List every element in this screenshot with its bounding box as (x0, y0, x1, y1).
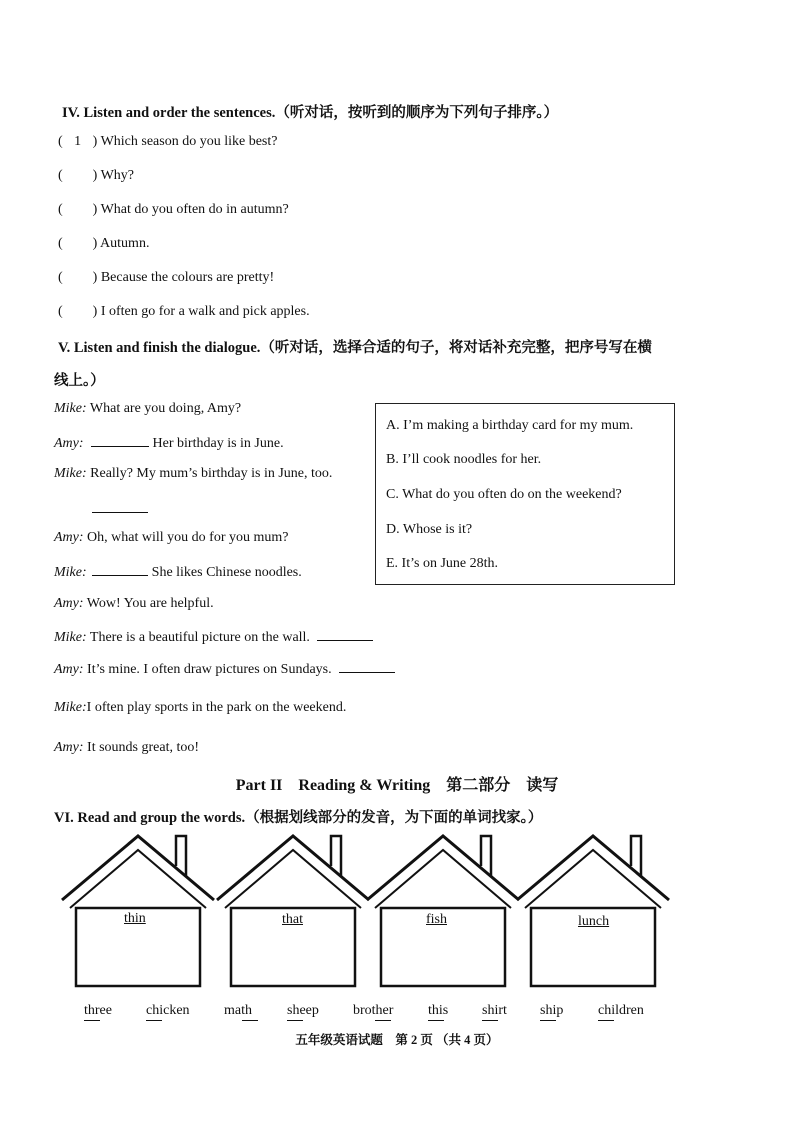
order-row-5 (58, 270, 274, 286)
dialogue-line-7 (54, 628, 373, 646)
part-2-title: Part II Reading & Writing 第二部分 读写 (235, 777, 559, 794)
dialogue-text: It’s mine. I often draw pictures on Sundays. (83, 662, 332, 677)
word-item: math (224, 1003, 252, 1018)
paren-open: ( (58, 270, 63, 285)
speaker: Amy: (54, 740, 84, 755)
underline-mark (428, 1020, 444, 1021)
underline-mark (482, 1020, 498, 1021)
paren-open: ( (58, 134, 63, 149)
order-sentence: ) Which season do you like best? (92, 134, 278, 149)
word-item: ship (540, 1003, 564, 1018)
answer-blank[interactable] (317, 628, 373, 641)
order-sentence: ) Autumn. (92, 236, 150, 251)
underline-mark (84, 1020, 100, 1021)
order-row-4 (58, 236, 149, 252)
house-word-1: thin (124, 911, 146, 926)
word-item: sheep (287, 1003, 319, 1018)
order-sentence: ) Why? (92, 168, 135, 183)
speaker: Mike: (54, 565, 87, 580)
word-item: this (428, 1003, 449, 1018)
speaker: Mike: (54, 700, 87, 715)
dialogue-line-4 (54, 530, 288, 546)
answer-blank[interactable] (92, 500, 148, 513)
answer-blank[interactable] (91, 434, 149, 447)
dialogue-text: Wow! You are helpful. (83, 596, 214, 611)
option-c: C. What do you often do on the weekend? (386, 487, 622, 502)
house-word-3: fish (426, 912, 447, 927)
order-row-1 (58, 134, 277, 150)
section-5-title: V. Listen and finish the dialogue.（听对话，选择合适的句子，将对话补充完整，把序号写在横 (58, 340, 652, 356)
dialogue-line-9 (54, 700, 346, 716)
word-item: shirt (482, 1003, 507, 1018)
underline-mark (598, 1020, 614, 1021)
dialogue-text: Really? My mum’s birthday is in June, too. (86, 466, 333, 481)
order-sentence: ) What do you often do in autumn? (92, 202, 289, 217)
dialogue-text: There is a beautiful picture on the wall. (86, 630, 310, 645)
answer-blank[interactable] (92, 563, 148, 576)
order-number[interactable]: 1 (74, 134, 82, 149)
section-4-title: IV. Listen and order the sentences.（听对话，按听到的顺序为下列句子排序。） (62, 105, 559, 121)
section-5-title-cont: 线上。） (54, 373, 105, 389)
dialogue-text: It sounds great, too! (83, 740, 200, 755)
option-e: E. It’s on June 28th. (386, 556, 498, 571)
underline-mark (146, 1020, 162, 1021)
page-footer: 五年级英语试题 第 2 页 （共 4 页） (295, 1033, 499, 1047)
speaker: Amy: (54, 436, 84, 451)
word-item: children (598, 1003, 644, 1018)
order-sentence: ) Because the colours are pretty! (92, 270, 275, 285)
speaker: Amy: (54, 530, 84, 545)
speaker: Amy: (54, 596, 84, 611)
house-word-2: that (282, 912, 303, 927)
word-item: chicken (146, 1003, 190, 1018)
underline-mark (242, 1020, 258, 1021)
dialogue-text: She likes Chinese noodles. (148, 565, 302, 580)
dialogue-line-1 (54, 401, 241, 417)
paren-open: ( (58, 202, 63, 217)
paren-open: ( (58, 236, 63, 251)
dialogue-line-6 (54, 596, 214, 612)
speaker: Amy: (54, 662, 84, 677)
house-icon (515, 832, 675, 992)
word-item: brother (353, 1003, 394, 1018)
dialogue-line-8 (54, 660, 395, 678)
dialogue-text: Her birthday is in June. (149, 436, 284, 451)
order-row-2 (58, 168, 134, 184)
speaker: Mike: (54, 630, 87, 645)
dialogue-text: What are you doing, Amy? (86, 401, 242, 416)
dialogue-line-2 (54, 434, 284, 452)
order-row-6 (58, 304, 310, 320)
underline-mark (287, 1020, 303, 1021)
options-box (375, 403, 675, 585)
option-d: D. Whose is it? (386, 522, 473, 537)
answer-blank[interactable] (339, 660, 395, 673)
speaker: Mike: (54, 401, 87, 416)
order-row-3 (58, 202, 289, 218)
dialogue-text: I often play sports in the park on the weekend. (86, 700, 347, 715)
underline-mark (375, 1020, 391, 1021)
paren-open: ( (58, 304, 63, 319)
underline-mark (540, 1020, 556, 1021)
section-6-title: VI. Read and group the words.（根据划线部分的发音，为下面的单词找家。） (54, 810, 543, 826)
dialogue-line-5 (54, 563, 302, 581)
house-word-4: lunch (578, 914, 610, 929)
dialogue-line-10 (54, 740, 199, 756)
order-sentence: ) I often go for a walk and pick apples. (92, 304, 310, 319)
speaker: Mike: (54, 466, 87, 481)
word-item: three (84, 1003, 112, 1018)
option-b: B. I’ll cook noodles for her. (386, 452, 542, 467)
dialogue-text: Oh, what will you do for you mum? (83, 530, 289, 545)
dialogue-line-3 (54, 466, 332, 482)
paren-open: ( (58, 168, 63, 183)
option-a: A. I’m making a birthday card for my mum. (386, 418, 634, 433)
